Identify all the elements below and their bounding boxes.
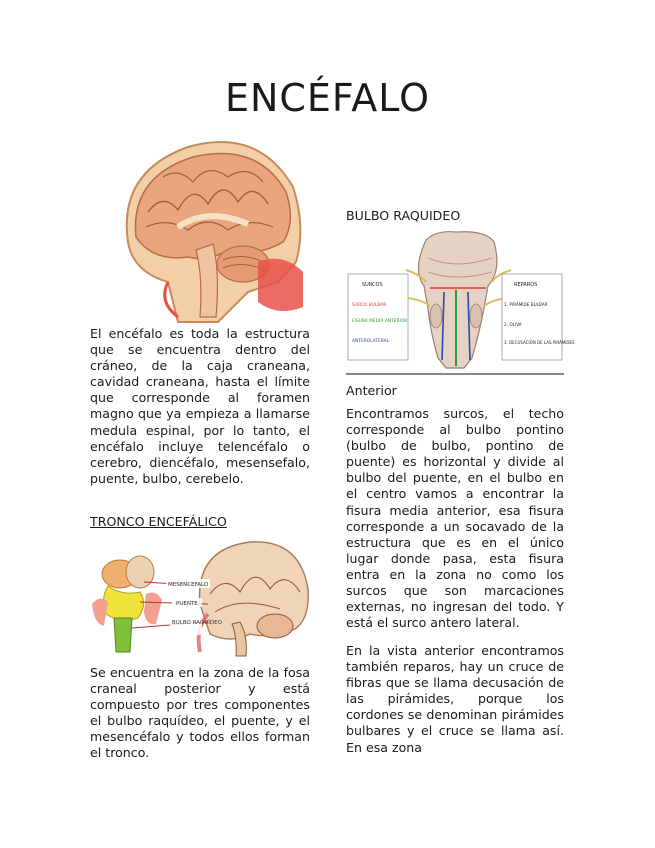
label-mesencefalo: MESENCEFALO <box>168 582 209 588</box>
bulbo-raquideo-figure <box>346 230 575 376</box>
bulbo-heading: BULBO RAQUIDEO <box>346 208 461 223</box>
anterior-heading: Anterior <box>346 383 397 398</box>
oliva-label: 2. OLIVA <box>504 322 522 327</box>
anterior-paragraph-1: Encontramos surcos, el techo corresponde al bulbo pontino (bulbo de bulbo, pontino de puente) es horizontal y divide al bulbo del puente, en el bulbo en el centro vamos a encontrar la fisura media anterior, esa fisura corresponde a un socavado de la estructura que es en el único lugar donde pasa, esta fisura entra en la zona no como los surcos que son marcaciones externas, no ingresan del todo. Y está el surco antero lateral. <box>346 406 564 631</box>
surco-bulbar-label: SURCO BULBAR <box>352 303 387 308</box>
tronco-encefalico-illustration <box>90 534 312 656</box>
label-bulbo-raquideo: BULBO RAQUÍDEO <box>172 620 222 626</box>
fisura-media-anterior-label: FISURA MEDIA ANTERIOR <box>352 319 408 324</box>
tronco-heading: TRONCO ENCEFÁLICO <box>90 514 227 529</box>
decusacion-label: 3. DECUSACIÓN DE LAS PIRÁMIDES <box>504 340 575 345</box>
anterior-paragraph-2: En la vista anterior encontramos también reparos, hay un cruce de fibras que se llama decusación de las pirámides, porque los cordones se denominan pirámides bulbares y el cruce se llama así. En esa zona <box>346 643 564 755</box>
piramide-bulbar-label: 1. PIRÁMIDE BULBAR <box>504 302 548 307</box>
brain-sagittal-illustration <box>108 132 308 322</box>
tronco-paragraph: Se encuentra en la zona de la fosa craneal posterior y está compuesto por tres componentes el bulbo raquídeo, el puente, y el mesencéfalo y todos ellos forman el tronco. <box>90 665 310 761</box>
anterolateral-label: ANTEROLATERAL <box>352 339 390 344</box>
intro-paragraph: El encéfalo es toda la estructura que se encuentra dentro del cráneo, de la caja craneana, cavidad craneana, hasta el límite que corresponde al foramen magno que ya empieza a llamarse medula espinal, por lo tanto, el encéfalo incluye telencéfalo o cerebro, diencéfalo, mesensefalo, puente, bulbo, cerebelo. <box>90 326 310 486</box>
page-title: ENCÉFALO <box>224 76 431 120</box>
reparos-box-title: REPAROS <box>514 282 538 288</box>
surcos-box-title: SURCOS <box>362 282 383 288</box>
label-puente: PUENTE <box>176 601 198 607</box>
